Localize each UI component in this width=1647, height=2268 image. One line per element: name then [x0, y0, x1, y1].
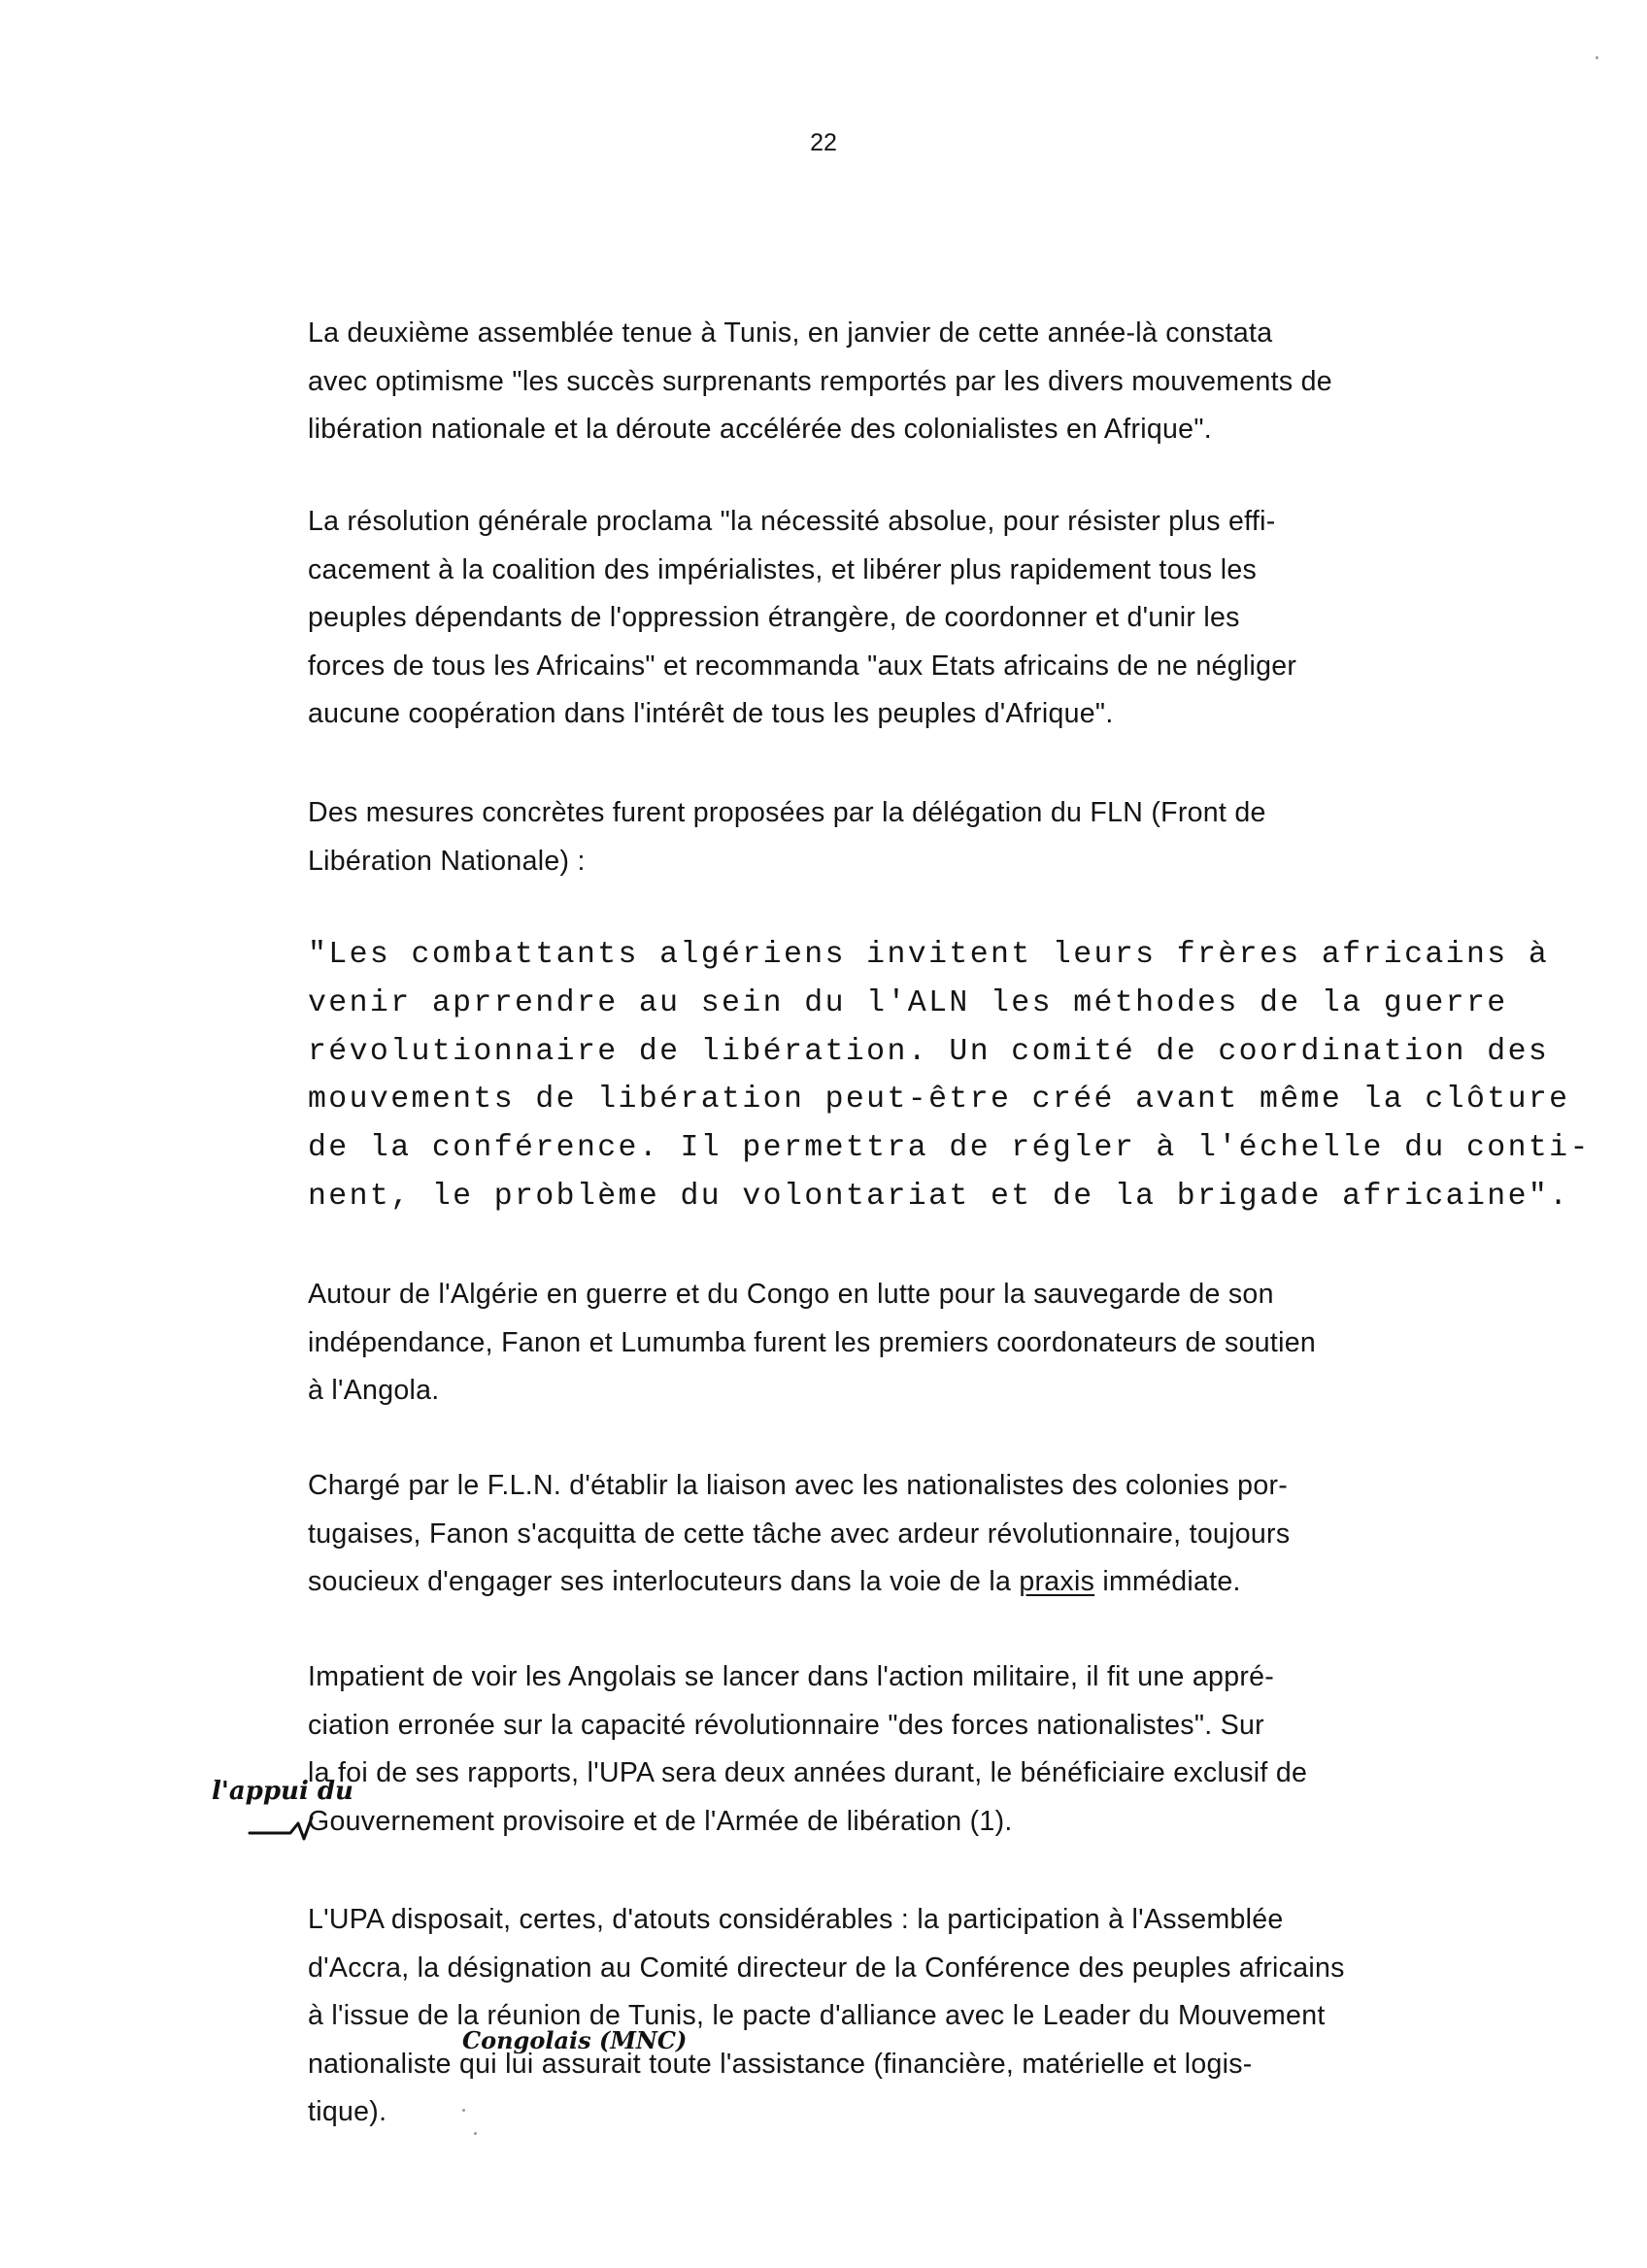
- text-line: libération nationale et la déroute accélérée des colonialistes en Afrique".: [308, 414, 1212, 445]
- scan-speck: [1596, 56, 1598, 59]
- handwritten-margin-note: l'appui du: [212, 1777, 353, 1806]
- underlined-word-praxis: praxis: [1019, 1566, 1095, 1597]
- text-line: ciation erronée sur la capacité révolutionnaire "des forces nationalistes". Sur: [308, 1709, 1264, 1741]
- text-line: à l'Angola.: [308, 1375, 440, 1406]
- paragraph-resolution: [308, 498, 1522, 739]
- quote-line: "Les combattants algériens invitent leurs frères africains à: [308, 938, 1550, 972]
- text-line: Chargé par le F.L.N. d'établir la liaison avec les nationalistes des colonies por-: [308, 1470, 1289, 1501]
- text-line: indépendance, Fanon et Lumumba furent les premiers coordonateurs de soutien: [308, 1326, 1317, 1358]
- text-line: Impatient de voir les Angolais se lancer dans l'action militaire, il fit une appré-: [308, 1661, 1275, 1692]
- text-line: tique).: [308, 2096, 387, 2127]
- text-line: Autour de l'Algérie en guerre et du Congo en lutte pour la sauvegarde de son: [308, 1279, 1274, 1310]
- paragraph-upa-assets: [308, 1896, 1522, 2137]
- quote-line: nent, le problème du volontariat et de la brigade africaine".: [308, 1179, 1570, 1214]
- paragraph-upa-assessment: [308, 1653, 1522, 1846]
- text-line: L'UPA disposait, certes, d'atouts considérables : la participation à l'Assemblée: [308, 1904, 1284, 1935]
- insertion-arrow-icon: [248, 1814, 316, 1841]
- text-line: peuples dépendants de l'oppression étrangère, de coordonner et d'unir les: [308, 602, 1240, 633]
- text-line: Gouvernement provisoire et de l'Armée de libération (1).: [308, 1805, 1013, 1837]
- text-segment: immédiate.: [1094, 1566, 1241, 1597]
- paragraph-tunis-assembly: [308, 310, 1522, 454]
- scan-speck: [474, 2132, 477, 2135]
- paragraph-algeria-congo: [308, 1271, 1522, 1416]
- text-line: la foi de ses rapports, l'UPA sera deux années durant, le bénéficiaire exclusif de: [308, 1757, 1308, 1788]
- paragraph-fln-measures: [308, 789, 1522, 885]
- text-line: cacement à la coalition des impérialistes, et libérer plus rapidement tous les: [308, 553, 1258, 585]
- page-number: 22: [810, 129, 837, 156]
- text-line: [308, 1558, 1522, 1607]
- text-line: à l'issue de la réunion de Tunis, le pacte d'alliance avec le Leader du Mouvement: [308, 2000, 1326, 2031]
- quote-line: révolutionnaire de libération. Un comité de coordination des: [308, 1034, 1550, 1069]
- text-line: nationaliste qui lui assurait toute l'assistance (financière, matérielle et logis-: [308, 2048, 1253, 2080]
- text-line: forces de tous les Africains" et recommanda "aux Etats africains de ne négliger: [308, 650, 1297, 682]
- text-segment: soucieux d'engager ses interlocuteurs dans la voie de la: [308, 1566, 1020, 1597]
- quote-line: de la conférence. Il permettra de régler à l'échelle du conti-: [308, 1131, 1591, 1166]
- text-line: Libération Nationale) :: [308, 845, 586, 877]
- text-line: Des mesures concrètes furent proposées par la délégation du FLN (Front de: [308, 797, 1266, 828]
- scan-speck: [462, 2109, 465, 2112]
- quote-line: mouvements de libération peut-être créé avant même la clôture: [308, 1083, 1570, 1117]
- text-line: d'Accra, la désignation au Comité directeur de la Conférence des peuples africains: [308, 1951, 1345, 1984]
- fln-quotation: [308, 931, 1591, 1221]
- handwritten-insertion: Congolais (MNC): [462, 2026, 688, 2054]
- text-line: La résolution générale proclama "la nécessité absolue, pour résister plus effi-: [308, 506, 1276, 537]
- quote-line: venir aprrendre au sein du l'ALN les méthodes de la guerre: [308, 985, 1508, 1020]
- text-line: aucune coopération dans l'intérêt de tous les peuples d'Afrique".: [308, 698, 1114, 729]
- paragraph-fanon-liaison: [308, 1462, 1522, 1607]
- text-line: avec optimisme "les succès surprenants remportés par les divers mouvements de: [308, 365, 1332, 397]
- text-line: tugaises, Fanon s'acquitta de cette tâche avec ardeur révolutionnaire, toujours: [308, 1518, 1291, 1550]
- text-line: La deuxième assemblée tenue à Tunis, en janvier de cette année-là constata: [308, 317, 1273, 349]
